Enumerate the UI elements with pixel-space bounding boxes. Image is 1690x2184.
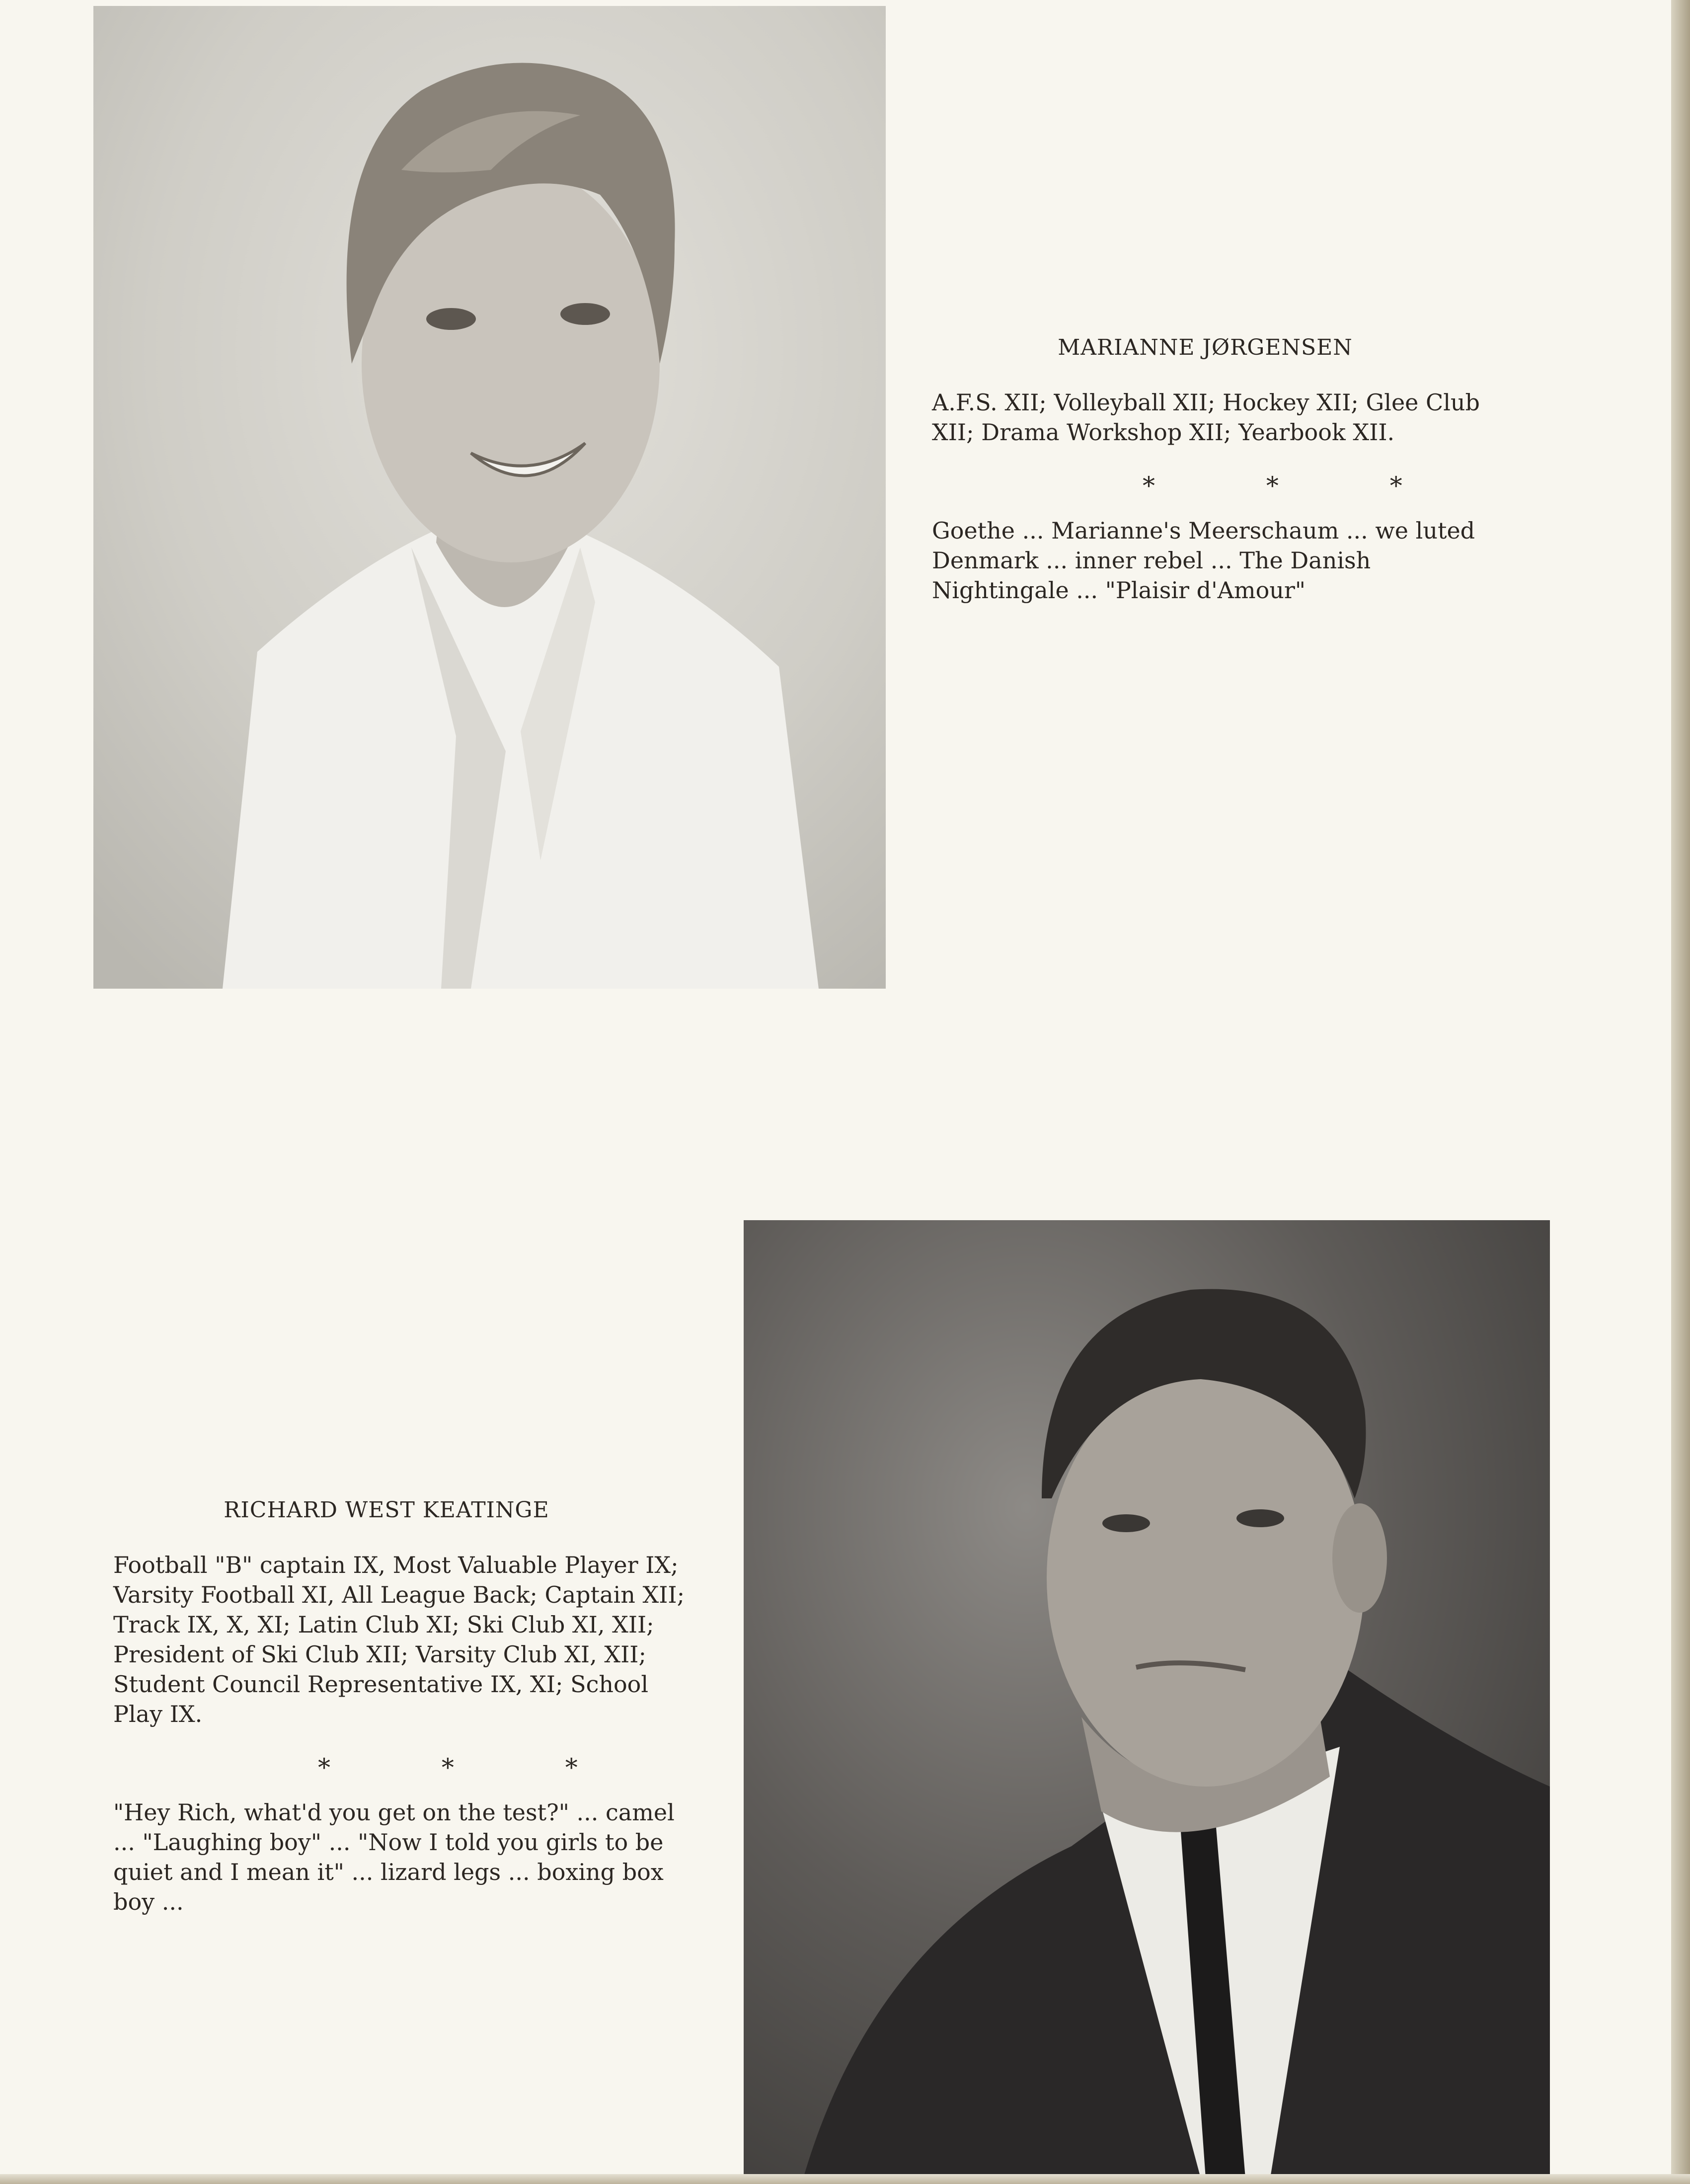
activities-text: A.F.S. XII; Volleyball XII; Hockey XII; Glee Club XII; Drama Workshop XII; Yearbook XII. <box>932 389 1480 446</box>
page-edge <box>0 2174 1690 2184</box>
separator-asterisks: * * * <box>318 1753 629 1782</box>
portrait-photo-marianne <box>93 6 886 989</box>
separator-asterisks: * * * <box>1143 471 1454 500</box>
activities-text: Football "B" captain IX, Most Valuable Player IX; Varsity Football XI, All League Back; Captain XII; Track IX, X, XI; Latin Club XI; Ski Club XI, XII; President of Ski Club XII; Varsity Club XI, XII; Student Council Representative IX, XI; School Play IX. <box>113 1552 685 1727</box>
senior-entry-marianne <box>932 333 1513 605</box>
page-edge <box>1671 0 1690 2184</box>
senior-entry-richard <box>113 1495 699 1917</box>
student-name: MARIANNE JØRGENSEN <box>1058 335 1353 360</box>
portrait-photo-richard <box>744 1220 1550 2178</box>
student-name: RICHARD WEST KEATINGE <box>224 1497 549 1523</box>
quotes-text: "Hey Rich, what'd you get on the test?" ... camel ... "Laughing boy" ... "Now I told you girls to be quiet and I mean it" ... lizard legs ... boxing box boy ... <box>113 1799 675 1915</box>
quotes-text: Goethe ... Marianne's Meerschaum ... we luted Denmark ... inner rebel ... The Danish Nightingale ... "Plaisir d'Amour" <box>932 517 1475 604</box>
